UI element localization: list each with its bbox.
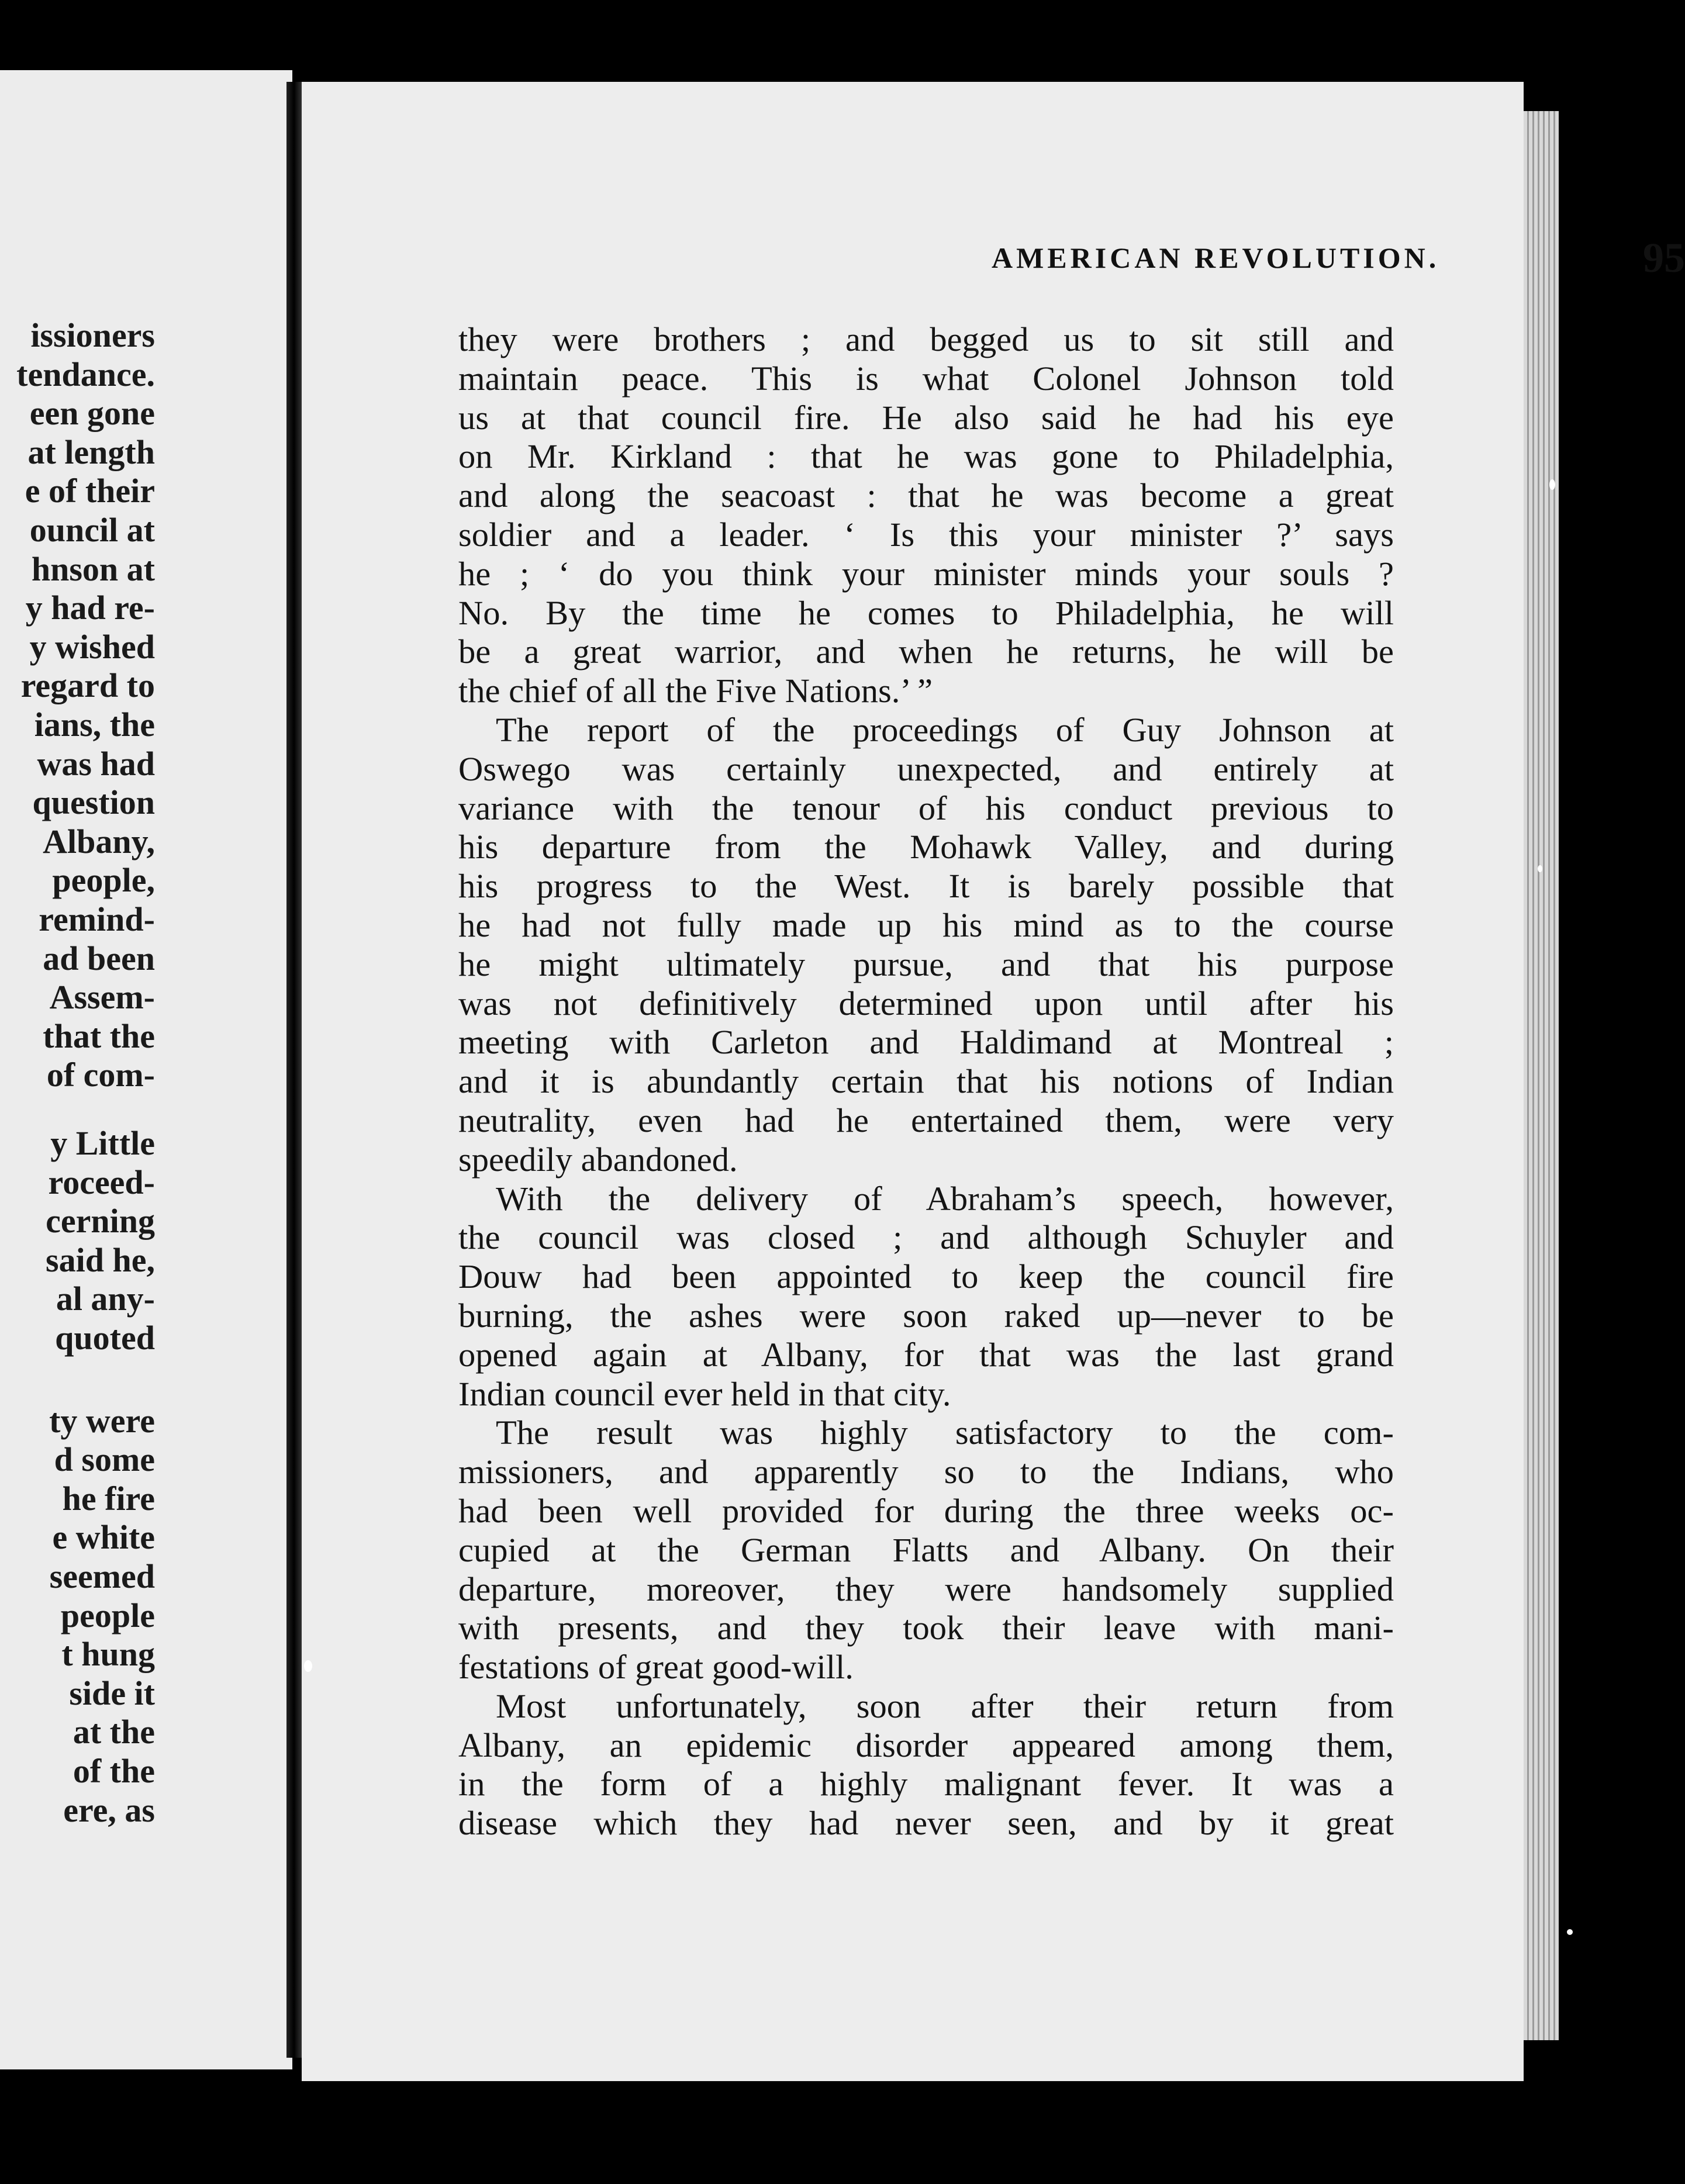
left-page-line: y Little — [50, 1124, 155, 1162]
text-line: in the form of a highly malignant fever. It was a — [458, 1765, 1394, 1803]
text-line: neutrality, even had he entertained them, were very — [458, 1101, 1394, 1139]
text-line: had been well provided for during the three weeks oc- — [458, 1491, 1394, 1530]
text-line: on Mr. Kirkland : that he was gone to Philadelphia, — [458, 437, 1394, 476]
left-page-line: Albany, — [43, 822, 155, 861]
left-page-line: people, — [52, 861, 155, 900]
left-page-line: side it — [69, 1674, 155, 1712]
text-line: he might ultimately pursue, and that his purpose — [458, 945, 1394, 983]
text-line: maintain peace. This is what Colonel Johnson told — [458, 359, 1394, 398]
left-page-line: said he, — [46, 1240, 155, 1279]
text-line: his progress to the West. It is barely possible that — [458, 867, 1394, 906]
paragraph-start: The report of the proceedings of Guy Johnson at — [496, 710, 1394, 749]
text-line: was not definitively determined upon until after his — [458, 984, 1394, 1022]
left-page-line: of the — [72, 1752, 155, 1790]
left-page-line: y had re- — [25, 589, 155, 627]
text-line: cupied at the German Flatts and Albany. On their — [458, 1530, 1394, 1569]
left-page-line: roceed- — [48, 1163, 155, 1201]
text-line: and it is abundantly certain that his notions of Indian — [458, 1062, 1394, 1101]
text-line: soldier and a leader. ‘ Is this your minister ?’ says — [458, 515, 1394, 554]
book-gutter — [286, 82, 302, 2058]
left-page-line: ad been — [43, 939, 155, 977]
text-line: festations of great good-will. — [458, 1648, 854, 1687]
text-line: meeting with Carleton and Haldimand at Montreal ; — [458, 1023, 1394, 1062]
left-page-line: een gone — [29, 394, 155, 433]
text-line: speedily abandoned. — [458, 1140, 738, 1179]
left-page-line: seemed — [49, 1557, 155, 1595]
text-line: disease which they had never seen, and by it great — [458, 1804, 1394, 1843]
text-line: the chief of all the Five Nations.’ ” — [458, 672, 933, 710]
right-page — [302, 82, 1685, 2081]
left-page-line: question — [32, 783, 155, 822]
paragraph-start: The result was highly satisfactory to the com- — [496, 1414, 1394, 1452]
film-speck — [1567, 1929, 1573, 1935]
left-page-line: issioners — [30, 316, 155, 354]
film-speck — [1538, 865, 1542, 872]
left-page-line: people — [60, 1596, 155, 1634]
text-line: Indian council ever held in that city. — [458, 1374, 951, 1413]
text-line: variance with the tenour of his conduct previous to — [458, 789, 1394, 827]
left-page-line: hnson at — [31, 550, 155, 588]
left-page-line: cerning — [46, 1202, 155, 1240]
text-line: burning, the ashes were soon raked up—never to be — [458, 1296, 1394, 1335]
text-line: be a great warrior, and when he returns, he will be — [458, 633, 1394, 671]
left-page-line: tendance. — [16, 355, 155, 393]
text-line: missioners, and apparently so to the Indians, who — [458, 1453, 1394, 1491]
left-page-line: Assem- — [49, 978, 155, 1017]
left-page-line: ere, as — [63, 1791, 155, 1829]
text-line: us at that council fire. He also said he had his eye — [458, 398, 1394, 437]
text-line: Oswego was certainly unexpected, and entirely at — [458, 749, 1394, 788]
film-speck — [304, 1660, 312, 1672]
left-page — [0, 70, 292, 2069]
left-page-line: that the — [43, 1017, 155, 1055]
left-page-line: at the — [72, 1713, 155, 1751]
left-page-line: e white — [52, 1518, 155, 1557]
left-page-line: al any- — [56, 1280, 155, 1318]
page-edge-stack — [1524, 111, 1559, 2040]
left-page-line: remind- — [39, 900, 155, 938]
left-page-line: ians, the — [34, 706, 155, 744]
text-line: he had not fully made up his mind as to the course — [458, 906, 1394, 944]
text-line: they were brothers ; and begged us to sit still and — [458, 320, 1394, 358]
text-line: departure, moreover, they were handsomely supplied — [458, 1570, 1394, 1608]
left-page-line: regard to — [20, 666, 155, 705]
left-page-line: was had — [37, 744, 155, 783]
text-line: Douw had been appointed to keep the council fire — [458, 1257, 1394, 1296]
paragraph-start: With the delivery of Abraham’s speech, however, — [496, 1179, 1394, 1218]
left-page-line: at length — [27, 433, 155, 471]
body-text — [458, 320, 1394, 1843]
film-speck — [1549, 479, 1555, 490]
page-number: 95 — [1643, 234, 1685, 281]
text-line: No. By the time he comes to Philadelphia, he will — [458, 593, 1394, 632]
left-page-line: ouncil at — [29, 511, 155, 549]
text-line: opened again at Albany, for that was the last grand — [458, 1335, 1394, 1374]
paragraph-start: Most unfortunately, soon after their return from — [496, 1687, 1394, 1725]
left-page-line: quoted — [55, 1319, 155, 1357]
left-page-line: t hung — [61, 1635, 155, 1674]
text-line: the council was closed ; and although Schuyler and — [458, 1218, 1394, 1257]
running-title: AMERICAN REVOLUTION. — [992, 241, 1440, 274]
text-line: with presents, and they took their leave with mani- — [458, 1609, 1394, 1647]
left-page-line: e of their — [25, 472, 155, 510]
left-page-line: ty were — [49, 1401, 155, 1440]
left-page-line: he fire — [62, 1479, 155, 1518]
left-page-line: y wished — [29, 627, 155, 666]
left-page-line: d some — [54, 1440, 155, 1479]
text-line: his departure from the Mohawk Valley, and during — [458, 828, 1394, 866]
text-line: Albany, an epidemic disorder appeared among them, — [458, 1726, 1394, 1764]
text-line: he ; ‘ do you think your minister minds your souls ? — [458, 554, 1394, 593]
text-line: and along the seacoast : that he was become a great — [458, 476, 1394, 515]
left-page-line: of com- — [46, 1056, 155, 1094]
